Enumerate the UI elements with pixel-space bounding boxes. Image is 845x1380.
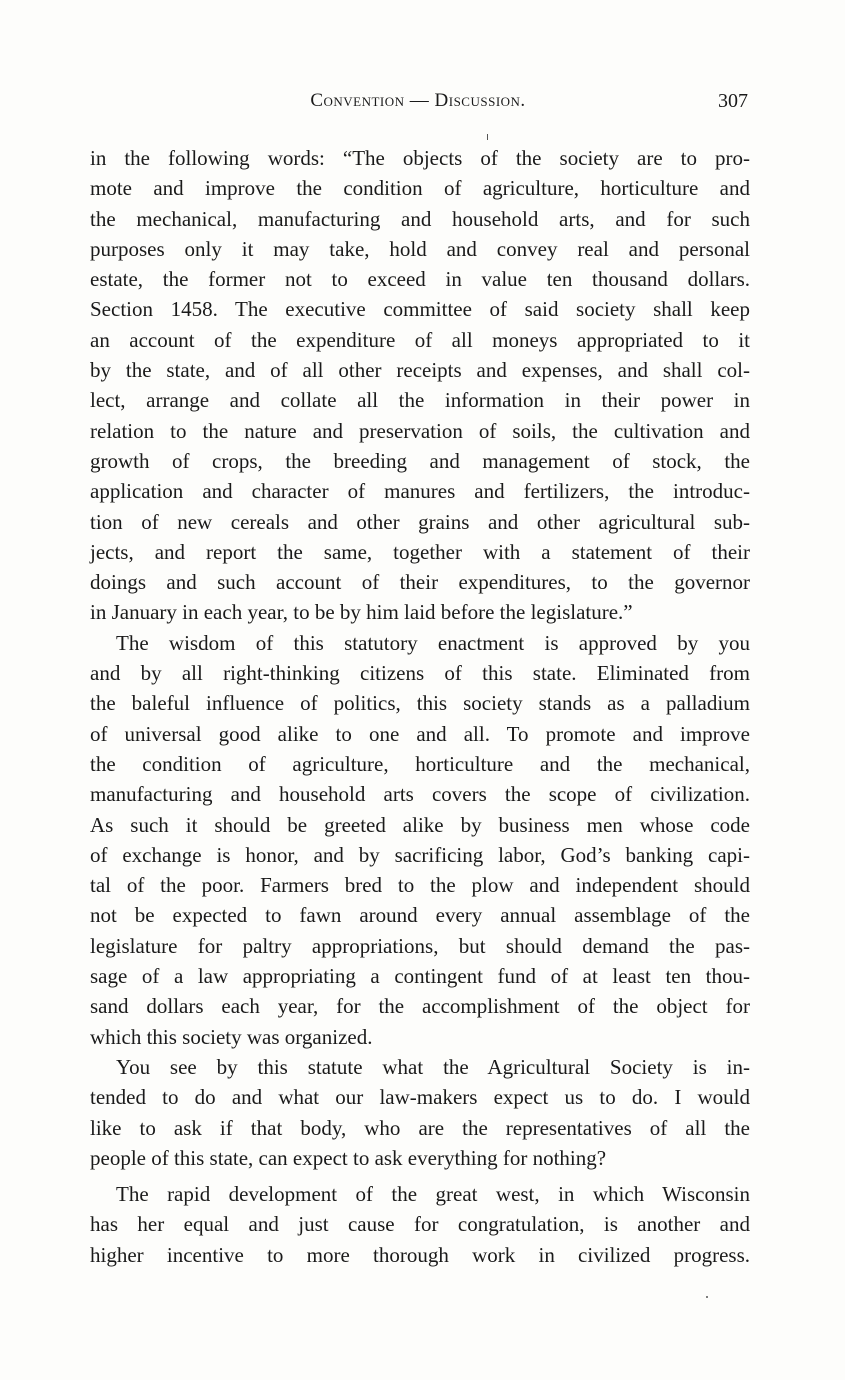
text-line: in the following words: “The objects of the society are to pro-: [90, 146, 750, 170]
text-line: an account of the expenditure of all moneys appropriated to it: [90, 327, 750, 352]
page-number: 307: [718, 90, 748, 112]
text-line: the baleful influence of politics, this society stands as a palladium: [90, 691, 750, 716]
running-head: [88, 90, 748, 118]
text-line: estate, the former not to exceed in value ten thousand dollars.: [90, 267, 750, 292]
text-line: manufacturing and household arts covers the scope of civilization.: [90, 782, 750, 807]
text-line: Section 1458. The executive committee of said society shall keep: [90, 297, 750, 322]
text-line: the condition of agriculture, horticulture and the mechanical,: [90, 751, 750, 776]
text-line: by the state, and of all other receipts and expenses, and shall col-: [90, 358, 750, 383]
paragraph-first-line: You see by this statute what the Agricultural Society is in-: [116, 1054, 750, 1079]
paragraph-first-line: The rapid development of the great west, in which Wisconsin: [116, 1182, 750, 1207]
text-line: jects, and report the same, together with a statement of their: [90, 539, 750, 564]
text-line: sage of a law appropriating a contingent fund of at least ten thou-: [90, 964, 750, 989]
running-title: Convention — Discussion.: [310, 90, 526, 111]
text-line: As such it should be greeted alike by business men whose code: [90, 812, 750, 837]
text-line: doings and such account of their expenditures, to the governor: [90, 570, 750, 595]
body-text: [90, 143, 750, 1270]
text-line: relation to the nature and preservation of soils, the cultivation and: [90, 418, 750, 443]
paragraph-first-line: The wisdom of this statutory enactment is approved by you: [116, 630, 750, 655]
text-line: of exchange is honor, and by sacrificing labor, God’s banking capi-: [90, 842, 750, 867]
text-line: not be expected to fawn around every annual assemblage of the: [90, 903, 750, 928]
text-line: has her equal and just cause for congratulation, is another and: [90, 1212, 750, 1237]
text-line: purposes only it may take, hold and convey real and personal: [90, 236, 750, 261]
text-line: people of this state, can expect to ask everything for nothing?: [90, 1145, 607, 1170]
text-line: lect, arrange and collate all the information in their power in: [90, 388, 750, 413]
text-line: in January in each year, to be by him laid before the legislature.”: [90, 600, 633, 625]
text-line: higher incentive to more thorough work in civilized progress.: [90, 1242, 750, 1267]
text-line: the mechanical, manufacturing and household arts, and for such: [90, 206, 750, 231]
ink-speck: [706, 1296, 708, 1298]
text-line: and by all right-thinking citizens of this state. Eliminated from: [90, 661, 750, 686]
text-line: which this society was organized.: [90, 1024, 373, 1049]
text-line: application and character of manures and fertilizers, the introduc-: [90, 479, 750, 504]
text-line: growth of crops, the breeding and management of stock, the: [90, 448, 750, 473]
text-line: mote and improve the condition of agriculture, horticulture and: [90, 176, 750, 201]
text-line: sand dollars each year, for the accomplishment of the object for: [90, 994, 750, 1019]
text-line: tion of new cereals and other grains and other agricultural sub-: [90, 509, 750, 534]
text-line: tal of the poor. Farmers bred to the plow and independent should: [90, 873, 750, 898]
ink-speck: [487, 134, 488, 140]
text-line: tended to do and what our law-makers expect us to do. I would: [90, 1085, 750, 1110]
text-line: legislature for paltry appropriations, but should demand the pas-: [90, 933, 750, 958]
text-line: of universal good alike to one and all. To promote and improve: [90, 721, 750, 746]
text-line: like to ask if that body, who are the representatives of all the: [90, 1115, 750, 1140]
